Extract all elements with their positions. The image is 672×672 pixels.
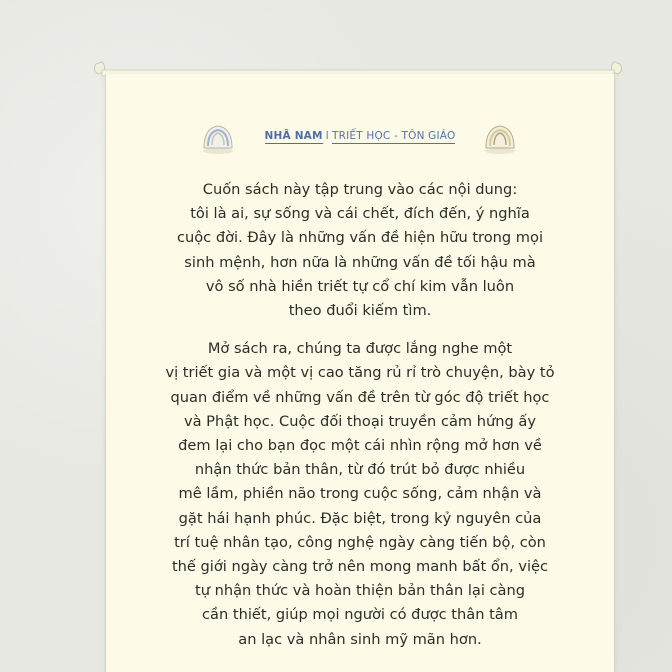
text-line: và Phật học. Cuộc đối thoại truyền cảm hứng ấy — [183, 412, 537, 430]
text-line: đem lại cho bạn đọc một cái nhìn rộng mở hơn về — [178, 437, 542, 455]
page-header — [106, 118, 614, 158]
text-line: theo đuổi kiếm tìm. — [288, 302, 432, 320]
text-line: tôi là ai, sự sống và cái chết, đích đến, ý nghĩa — [190, 205, 530, 223]
text-line: an lạc và nhân sinh mỹ mãn hơn. — [238, 630, 482, 648]
category-label: TRIẾT HỌC - TÔN GIÁO — [331, 130, 456, 142]
book-description-page — [105, 74, 615, 672]
brand-line — [106, 130, 614, 142]
brand-separator: I — [325, 130, 329, 142]
paragraph-1 — [124, 178, 596, 323]
text-line: nhận thức bản thân, từ đó trút bỏ được nhiều — [194, 461, 526, 479]
text-line: gặt hái hạnh phúc. Đặc biệt, trong kỷ nguyên của — [178, 509, 542, 527]
text-line: Mở sách ra, chúng ta được lắng nghe một — [207, 340, 513, 358]
text-line: vô số nhà hiền triết tự cổ chí kim vẫn luôn — [205, 277, 515, 295]
publisher-name: NHÃ NAM — [264, 130, 323, 142]
text-line: mê lầm, phiền não trong cuộc sống, cảm nhận và — [178, 485, 542, 503]
text-line: trí tuệ nhân tạo, công nghệ ngày càng tiến bộ, còn — [174, 533, 546, 551]
monk-hat-icon — [480, 118, 520, 158]
text-line: tự nhận thức và hoàn thiện bản thân lại càng — [194, 582, 525, 600]
paragraph-2 — [124, 337, 596, 652]
text-line: Cuốn sách này tập trung vào các nội dung: — [202, 181, 518, 198]
text-line: cuộc đời. Đây là những vấn đề hiện hữu trong mọi — [176, 229, 544, 247]
description-text — [124, 178, 596, 652]
text-line: cần thiết, giúp mọi người có được thân tâm — [202, 606, 518, 624]
text-line: vị triết gia và một vị cao tăng rủ rỉ trò chuyện, bày tỏ — [165, 364, 555, 382]
text-line: quan điểm về những vấn đề trên từ góc độ triết học — [170, 388, 550, 406]
text-line: thế giới ngày càng trở nên mong manh bất ổn, việc — [171, 558, 549, 576]
text-line: sinh mệnh, hơn nữa là những vấn đề tối hậu mà — [184, 253, 536, 271]
